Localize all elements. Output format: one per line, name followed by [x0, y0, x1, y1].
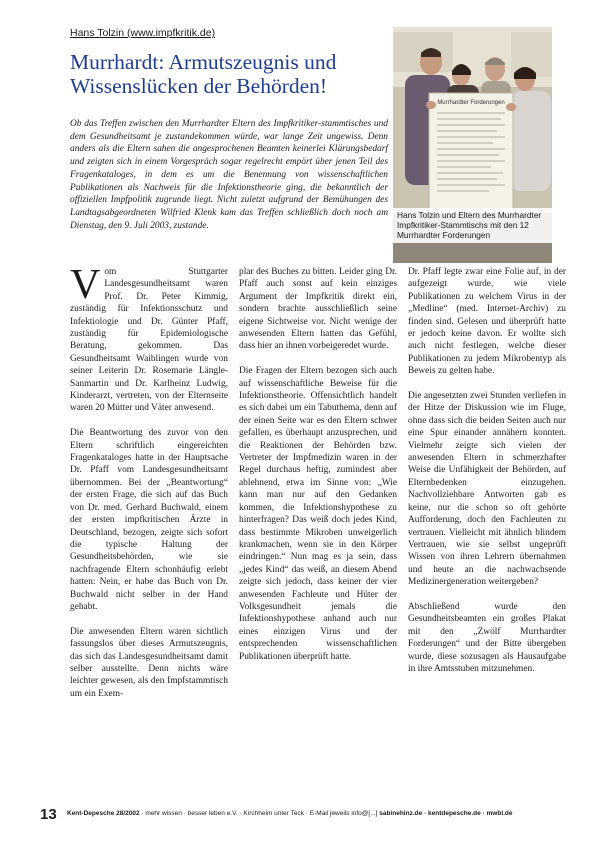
publication-name: Kent-Depesche 28/2002	[67, 810, 140, 817]
paragraph: Die angesetzten zwei Stunden verliefen in der Hitze der Diskussion wie im Fluge, ohne dass sich die beiden Seiten auch nur eine Spur einander annähern konnten. Vielmehr zeigte sich vielen der anwesenden Eltern in schmerzhafter Weise die Unfähigkeit der Behörden, auf Elternbedenken einzugehen. Nachvollziehbare Antworten gab es keine, nur die schon so oft gehörte Aufforderung, doch den Fachleuten zu vertrauen. Vielleicht mit ähnlich blindem Vertrauen, wie sie selbst ungeprüft Wissen von ihren Lehrern übernahmen und heute an die nachwachsende Medizinergeneration weitergeben?	[408, 391, 567, 588]
article-column-2	[239, 266, 397, 675]
paragraph: Abschließend wurde den Gesundheitsbeamten ein großes Plakat mit den „Zwölf Murrhardter Forderungen“ und der Bitte übergeben wurde, diese sozusagen als Hausaufgabe in ihre Amtsstuben mitzunehmen.	[408, 601, 566, 674]
article-title: Murrhardt: Armutszeugnis und Wissenslücken der Behörden!	[70, 50, 337, 98]
page-footer	[40, 806, 555, 824]
author-byline: Hans Tolzin (www.impfkritik.de)	[70, 27, 216, 39]
paragraph: plar des Buches zu bitten. Leider ging Dr. Pfaff auch sonst auf kein einziges Argument der Impfkritik direkt ein, sondern brachte ausschließlich seine eigene Sichtweise vor. Nicht wenige der anwesenden Eltern hatten das Gefühl, dass hier an ihnen vorbeigeredet wurde.	[239, 267, 397, 352]
photo-caption: Hans Tolzin und Eltern des Murrhardter Impfkritiker-Stammtischs mit den 12 Murrhardter Forderungen	[393, 208, 552, 243]
footer-text: Kent-Depesche 28/2002 · mehr wissen · besser leben e.V. · Kirchheim unter Teck · E-Mail jeweils info@[...] sabinehinz.de · kentdepesche.de · mwbl.de	[67, 810, 513, 817]
footer-links: sabinehinz.de · kentdepesche.de · mwbl.de	[379, 810, 513, 817]
paragraph: Die Beantwortung des zuvor von den Eltern schriftlich eingereichten Fragenkataloges hatte in der Hauptsache Dr. Pfaff vom Landesgesundheitsamt übernommen. Bei der „Beantwortung“ der ersten Frage, die sich auf das Buch von Dr. med. Gerhard Buchwald, einem der ersten impfkritischen Ärzte in Deutschland, bezogen, zeigte sich sofort die typische Haltung der Gesundheitsbehörden, wie sie nachfragende Eltern schonhäufig erlebt hatten: Nein, er habe das Buch von Dr. Buchwald nicht selber in der Hand gehabt.	[70, 428, 228, 612]
page-number: 13	[40, 806, 57, 823]
paragraph: Die anwesenden Eltern waren sichtlich fassungslos über dieses Armutszeugnis, das sich das Landesgesundheitsamt damit selber ausstellte. Denn nichts wäre leichter gewesen, als den Impfstammtisch um ein Exem-	[70, 626, 228, 699]
paragraph: Vom Stuttgarter Landesgesundheitsamt waren Prof. Dr. Peter Kimmig, zuständig für Infektionsschutz und Infektiologie und Dr. Günter Pfaff, zuständig für Epidemiologische Beratung, gekommen. Das Gesundheitsamt Waiblingen wurde von seiner Leiterin Dr. Rosemarie Längle-Sanmartin und Dr. Karlheinz Ludwig, Kinderarzt, vertreten, von der Elternseite waren 20 Mütter und Väter anwesend.	[70, 262, 228, 414]
paragraph: Dr. Pfaff legte zwar eine Folie auf, in der aufgezeigt wurde, wie viele Publikationen zu welchem Virus in der „Medline“ (med. Internet-Archiv) zu finden sind. Gelesen und überprüft hatte er jedoch keine davon. Er wollte sich auch nicht festlegen, welche dieser Publikationen zu jedem Mikrobentyp als Beweis zu gelten habe.	[408, 267, 566, 377]
article-lead: Ob das Treffen zwischen den Murrhardter Eltern des Impfkritiker-stammtisches und dem Gesundheitsamt je zustandekommen würde, war lange Zeit ungewiss. Denn anders als die Eltern sahen die angesprochenen Beamten keinerlei Klärungsbedarf und zeigten sich in einem Vorgespräch sogar regelrecht empört über jenen Teil des Fragenkataloges, in dem es um die Benennung von wissenschaftlichen Publikationen als Nachweis für die Infektionstheorie ging, die bekanntlich der offiziellen Impfpolitik zugrunde liegt. Nicht zuletzt aufgrund der Bemühungen des Landtagsabgeordneten Wilfried Klenk kam das Treffen schließlich doch noch am Dienstag, den 9. Juli 2003, zustande.	[70, 119, 388, 231]
dropcap: V	[70, 262, 101, 308]
article-column-3	[408, 266, 566, 688]
paragraph: Die Fragen der Eltern bezogen sich auch auf wissenschaftliche Beweise für die Infektionstheorie. Offensichtlich handelt es sich dabei um ein Tabuthema, denn auf der einen Seite war es den Eltern schwer gefallen, es überhaupt anzusprechen, und die Reaktionen der Behörden bzw. Vertreter der Impfmedizin waren in der Regel durchaus heftig, zumindest aber ablehnend, etwa im Sinne von: „Wie kann man nur auf den Gedanken kommen, die Infektionshypothese zu hinterfragen? Das weiß doch jedes Kind, dass bestimmte Mikroben unweigerlich krankmachen, wenn sie in den Körper eindringen.“ Nun mag es ja sein, dass „jedes Kind“ das weiß, an diesem Abend zeigte sich jedoch, dass keiner der vier anwesenden Fachleute und Hüter der Volksgesundheit jemals die Infektionshypothese anhand auch nur eines einzigen Virus und der entsprechenden wissenschaftlichen Publikationen überprüft hatte.	[239, 366, 397, 662]
article-column-1	[70, 262, 228, 713]
poster-title: Murrhardter Forderungen	[437, 100, 505, 106]
